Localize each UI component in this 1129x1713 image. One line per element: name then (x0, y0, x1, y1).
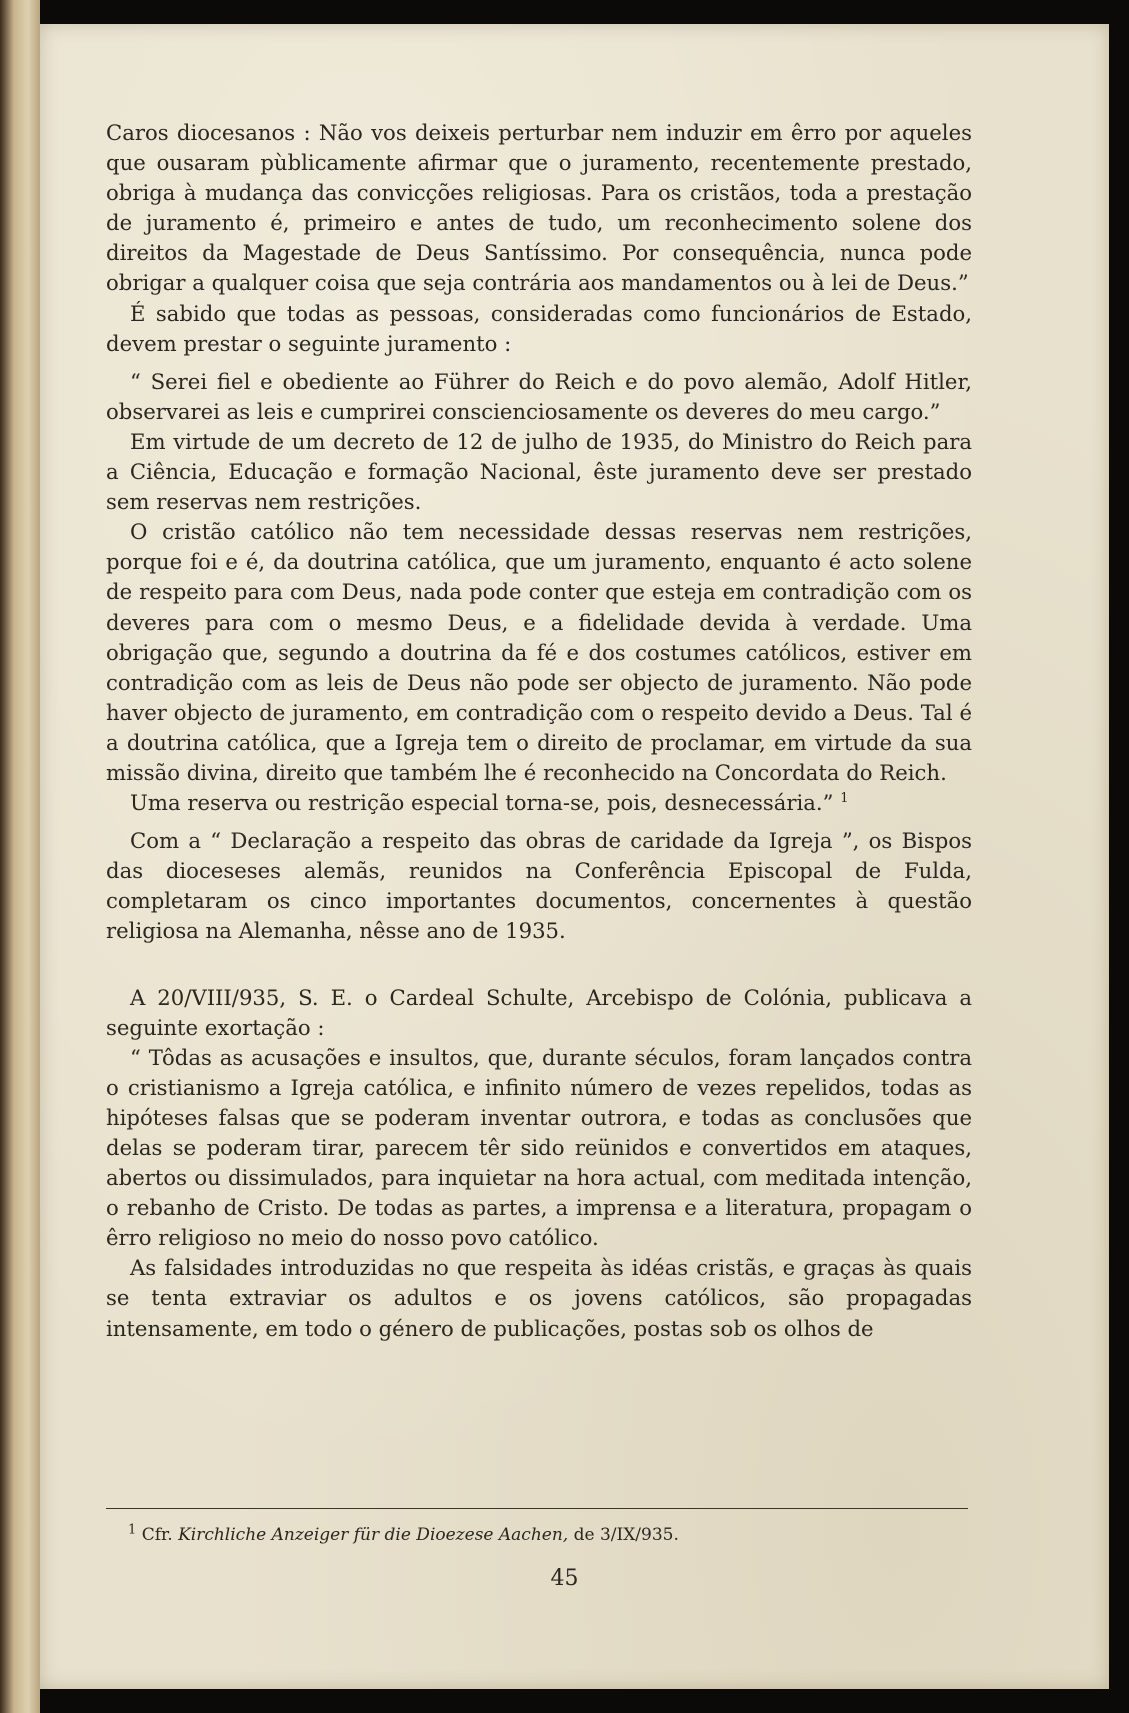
page-number: 45 (550, 1566, 579, 1591)
footnote (128, 1522, 968, 1545)
paragraph-5: O cristão católico não tem necessidade dessas reservas nem restrições, porque foi e é, da doutrina católica, que um juramento, enquanto é acto solene de respeito para com Deus, nada pode conter que esteja em contradição com os deveres para com o mesmo Deus, e a fidelidade devida à verdade. Uma obrigação que, segundo a doutrina da fé e dos costumes católicos, estiver em contradição com as leis de Deus não pode ser objecto de juramento. Não pode haver objecto de juramento, em contradição com o respeito devido a Deus. Tal é a doutrina católica, que a Igreja tem o direito de proclamar, em virtude da sua missão divina, direito que também lhe é reconhecido na Concordata do Reich. (106, 519, 972, 785)
paragraph-9-quote: “ Tôdas as acusações e insultos, que, durante séculos, foram lançados contra o cristianismo a Igreja católica, e infinito número de vezes repelidos, todas as hipóteses falsas que se poderam inventar outrora, e todas as conclusões que delas se poderam tirar, parecem têr sido reünidos e convertidos em ataques, abertos ou dissimulados, para inquietar na hora actual, com meditada intenção, o rebanho de Cristo. De todas as partes, a imprensa e a literatura, propagam o êrro religioso no meio do nosso povo católico. (106, 1044, 972, 1251)
paragraph-6 (106, 788, 972, 818)
book-spine (0, 0, 40, 1713)
footnote-mark: 1 (128, 1522, 137, 1538)
footnote-title: Kirchliche Anzeiger für die Dioezese Aachen, (178, 1525, 569, 1545)
paragraph-4: Em virtude de um decreto de 12 de julho de 1935, do Ministro do Reich para a Ciência, Educação e formação Nacional, êste juramento deve ser prestado sem reservas nem restrições. (106, 428, 972, 515)
footnote-prefix: Cfr. (141, 1525, 173, 1545)
paragraph-1: Caros diocesanos : Não vos deixeis perturbar nem induzir em êrro por aqueles que ousaram pùblicamente afirmar que o juramento, recentemente prestado, obriga à mudança das convicções religiosas. Para os cristãos, toda a prestação de juramento é, primeiro e antes de tudo, um reconhecimento solene dos direitos da Magestade de Deus Santíssimo. Por consequência, nunca pode obrigar a qualquer coisa que seja contrária aos mandamentos ou à lei de Deus.” (106, 120, 972, 296)
footnote-divider (106, 1508, 968, 1509)
paragraph-3-oath: “ Serei fiel e obediente ao Führer do Reich e do povo alemão, Adolf Hitler, observarei as leis e cumprirei conscienciosamente os deveres do meu cargo.” (106, 368, 972, 424)
footnote-suffix: de 3/IX/935. (573, 1525, 679, 1545)
paragraph-2: É sabido que todas as pessoas, consideradas como funcionários de Estado, devem prestar o seguinte juramento : (106, 300, 972, 356)
footnote-reference: 1 (840, 791, 849, 806)
paragraph-6-text: Uma reserva ou restrição especial torna-se, pois, desnecessária.” (130, 790, 834, 816)
paragraph-7: Com a “ Declaração a respeito das obras de caridade da Igreja ”, os Bispos das dioceseses alemãs, reunidos na Conferência Episcopal de Fulda, completaram os cinco importantes documentos, concernentes à questão religiosa na Alemanha, nêsse ano de 1935. (106, 828, 972, 944)
paragraph-10: As falsidades introduzidas no que respeita às idéas cristãs, e graças às quais se tenta extraviar os adultos e os jovens católicos, são propagadas intensamente, em todo o género de publicações, postas sob os olhos de (106, 1255, 972, 1341)
paragraph-8: A 20/VIII/935, S. E. o Cardeal Schulte, Arcebispo de Colónia, publicava a seguinte exortação : (106, 984, 972, 1040)
body-text (106, 118, 972, 1344)
